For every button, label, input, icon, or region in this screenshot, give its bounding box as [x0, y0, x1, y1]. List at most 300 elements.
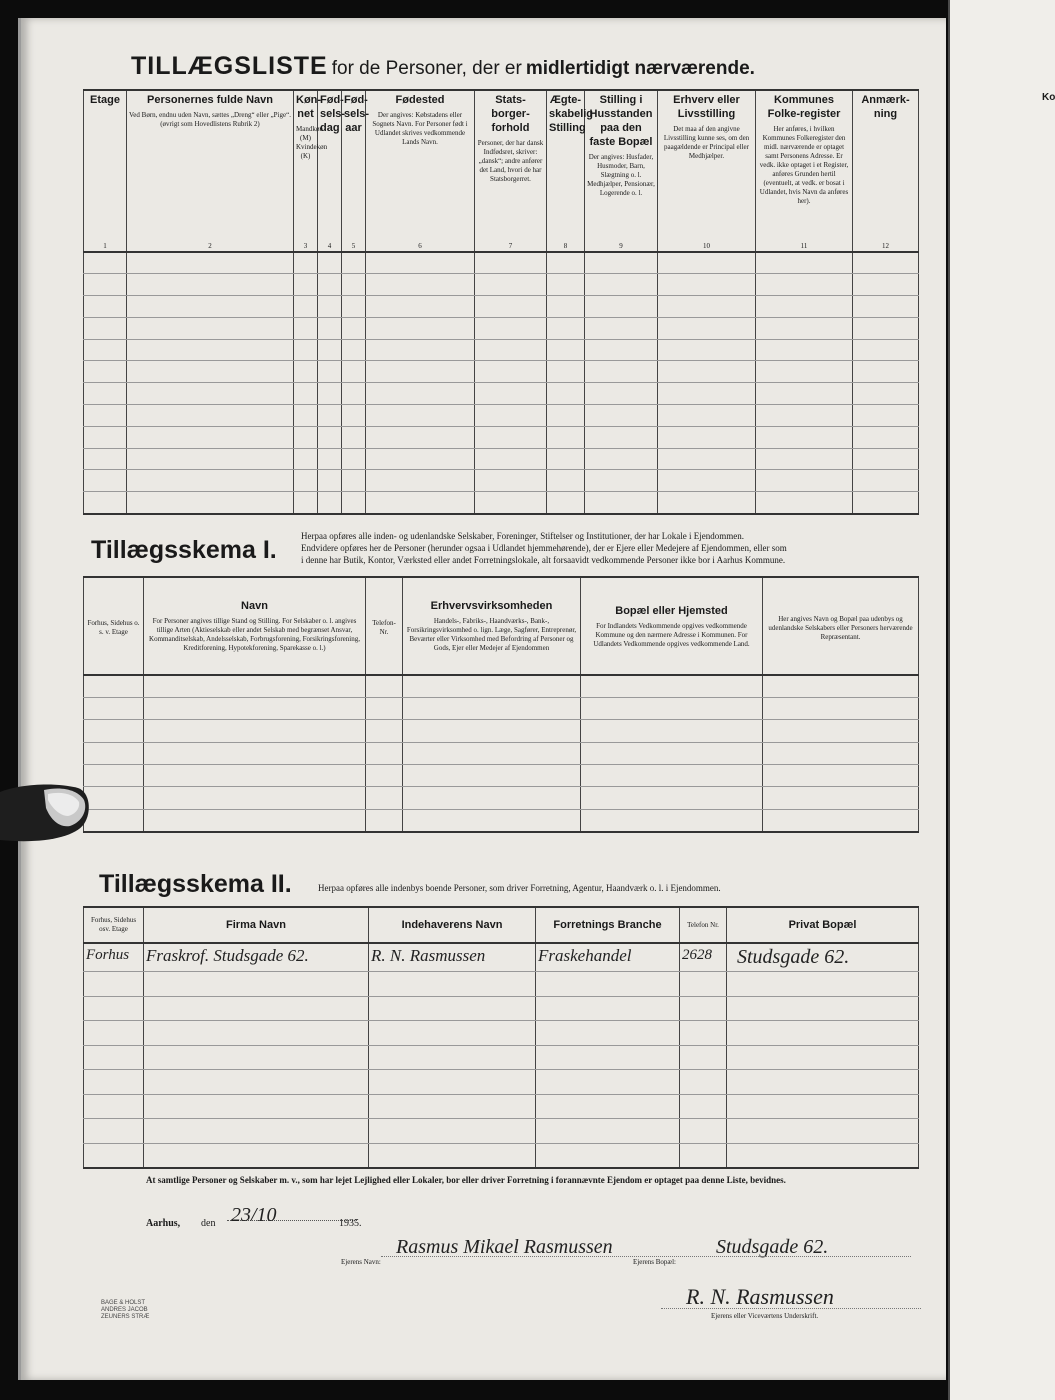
t1-cell[interactable]: [585, 448, 658, 470]
t1-cell[interactable]: [366, 361, 475, 383]
t1-cell[interactable]: [127, 383, 294, 405]
s2-cell[interactable]: [369, 1045, 536, 1070]
t1-cell[interactable]: [84, 296, 127, 318]
t1-cell[interactable]: [475, 317, 547, 339]
t1-cell[interactable]: [294, 296, 318, 318]
t1-cell[interactable]: [294, 339, 318, 361]
t1-header-cell: [318, 90, 346, 252]
s2-cell[interactable]: [84, 1045, 144, 1070]
t1-col-number: 4: [327, 242, 332, 250]
t1-cell[interactable]: [585, 426, 658, 448]
t1-cell[interactable]: [366, 470, 475, 492]
t1-cell[interactable]: [318, 274, 342, 296]
s2-cell[interactable]: [144, 1021, 369, 1046]
s1-cell[interactable]: [84, 787, 144, 809]
s1-cell[interactable]: [144, 720, 366, 742]
t1-cell[interactable]: [84, 448, 127, 470]
t1-cell[interactable]: [366, 274, 475, 296]
s1-header-note: Telefon-Nr.: [372, 619, 396, 636]
s2-cell[interactable]: [84, 1143, 144, 1168]
t1-cell[interactable]: [585, 339, 658, 361]
t1-cell[interactable]: [127, 296, 294, 318]
t1-header-cell: [853, 90, 919, 252]
t1-cell[interactable]: [342, 426, 366, 448]
s2-cell[interactable]: [680, 972, 727, 997]
s1-cell[interactable]: [84, 765, 144, 787]
t1-cell[interactable]: [658, 252, 756, 274]
t1-cell[interactable]: [585, 274, 658, 296]
t1-col-number: 1: [103, 242, 107, 250]
s1-cell[interactable]: [763, 675, 919, 697]
t1-cell[interactable]: [127, 361, 294, 383]
t1-cell[interactable]: [756, 252, 853, 274]
s1-cell[interactable]: [581, 675, 763, 697]
t1-cell[interactable]: [84, 274, 127, 296]
t1-cell[interactable]: [658, 426, 756, 448]
s2-header-label: Privat Bopæl: [788, 919, 857, 931]
t1-cell[interactable]: [318, 492, 342, 514]
t1-cell[interactable]: [853, 252, 919, 274]
t1-cell[interactable]: [853, 361, 919, 383]
t1-cell[interactable]: [658, 274, 756, 296]
s2-cell[interactable]: [680, 1094, 727, 1119]
main-title-word: TILLÆGSLISTE: [131, 52, 328, 80]
s1-cell[interactable]: [403, 720, 581, 742]
s1-row: [84, 809, 919, 831]
t1-cell[interactable]: [318, 361, 342, 383]
t1-cell[interactable]: [294, 448, 318, 470]
t1-cell[interactable]: [318, 317, 342, 339]
tillaegsliste-table: [83, 89, 919, 515]
s1-cell[interactable]: [581, 720, 763, 742]
s2-header-label: Telefon Nr.: [687, 920, 719, 929]
skema1-title: Tillægsskema I.: [91, 536, 277, 564]
s1-row: [84, 787, 919, 809]
s1-cell[interactable]: [366, 720, 403, 742]
t1-cell[interactable]: [84, 339, 127, 361]
s1-cell[interactable]: [403, 697, 581, 719]
s2-cell[interactable]: [536, 972, 680, 997]
t1-cell[interactable]: [585, 405, 658, 427]
s2-cell[interactable]: [727, 1021, 919, 1046]
t1-cell[interactable]: [342, 339, 366, 361]
t1-cell[interactable]: [318, 448, 342, 470]
printer-mark: BAGE & HOLST ANDRES JACOB ZEUNERS STRÆ: [101, 1300, 150, 1320]
year: 1935.: [339, 1218, 362, 1229]
t1-cell[interactable]: [756, 274, 853, 296]
s1-cell[interactable]: [403, 742, 581, 764]
s1-cell[interactable]: [403, 675, 581, 697]
s1-cell[interactable]: [581, 765, 763, 787]
s2-cell[interactable]: [84, 1094, 144, 1119]
t1-cell[interactable]: [84, 426, 127, 448]
t1-cell[interactable]: [342, 383, 366, 405]
t1-cell[interactable]: [366, 296, 475, 318]
t1-cell[interactable]: [342, 405, 366, 427]
s2-cell[interactable]: [727, 972, 919, 997]
t1-cell[interactable]: [658, 361, 756, 383]
s2-cell[interactable]: [369, 996, 536, 1021]
t1-cell[interactable]: [475, 252, 547, 274]
signature-line: [661, 1308, 921, 1309]
t1-cell[interactable]: [318, 339, 342, 361]
main-title-for: for de Personer, der er: [331, 58, 522, 79]
s2-cell[interactable]: [144, 1070, 369, 1095]
s2-cell[interactable]: [680, 996, 727, 1021]
t1-header-note: Ved Børn, endnu uden Navn, sættes „Dreng“ eller „Pige“. (øvrigt som Hovedlistens Rubrik 2): [129, 111, 291, 128]
s1-header-label: Navn: [241, 600, 268, 612]
t1-cell[interactable]: [547, 252, 585, 274]
s2-cell[interactable]: [727, 1119, 919, 1144]
t1-cell[interactable]: [318, 426, 342, 448]
t1-cell[interactable]: [342, 252, 366, 274]
bopael-label: Ejerens Bopæl:: [633, 1258, 676, 1266]
s1-header-cell: [581, 577, 763, 675]
s2-cell[interactable]: [680, 1143, 727, 1168]
t1-cell[interactable]: [127, 317, 294, 339]
t1-cell[interactable]: [547, 296, 585, 318]
t1-header-note: Personer, der har dansk Indfødsret, skriver: „dansk“; andre anfører det Land, hvori de har Statsborgerret.: [477, 139, 544, 183]
s2-cell[interactable]: [84, 972, 144, 997]
t1-cell[interactable]: [342, 492, 366, 514]
t1-cell[interactable]: [127, 492, 294, 514]
t1-cell[interactable]: [658, 492, 756, 514]
s1-cell[interactable]: [84, 742, 144, 764]
t1-cell[interactable]: [366, 426, 475, 448]
t1-cell[interactable]: [366, 339, 475, 361]
s2-cell[interactable]: [536, 996, 680, 1021]
s1-cell[interactable]: [763, 765, 919, 787]
s2-cell[interactable]: [536, 1070, 680, 1095]
s2-cell[interactable]: [84, 1119, 144, 1144]
t1-cell[interactable]: [318, 383, 342, 405]
t1-cell[interactable]: [756, 448, 853, 470]
s2-cell[interactable]: [680, 1070, 727, 1095]
t1-cell[interactable]: [366, 383, 475, 405]
t1-header-label: Kommunes Folke-register: [767, 94, 841, 120]
s2-cell[interactable]: [144, 1045, 369, 1070]
t1-cell[interactable]: [342, 274, 366, 296]
s2-cell[interactable]: [144, 1094, 369, 1119]
t1-cell[interactable]: [756, 426, 853, 448]
s1-cell[interactable]: [144, 809, 366, 831]
s2-cell[interactable]: [680, 1119, 727, 1144]
t1-cell[interactable]: [127, 426, 294, 448]
s2-cell[interactable]: [369, 1119, 536, 1144]
t1-cell[interactable]: [547, 426, 585, 448]
s1-cell[interactable]: [763, 787, 919, 809]
t1-cell[interactable]: [585, 296, 658, 318]
t1-cell[interactable]: [294, 383, 318, 405]
s2-cell[interactable]: [680, 1045, 727, 1070]
t1-cell[interactable]: [853, 426, 919, 448]
s1-cell[interactable]: [144, 697, 366, 719]
s1-header-note: Handels-, Fabriks-, Haandværks-, Bank-, Forsikringsvirksomhed o. lign. Læge, Sagfører, Entreprenør, Beværter eller Virksomhed med Befordring af Personer og Gods, Ejer eller Medejer af Ejendommen: [406, 617, 577, 652]
t1-cell[interactable]: [585, 317, 658, 339]
t1-cell[interactable]: [84, 492, 127, 514]
t1-cell[interactable]: [366, 448, 475, 470]
t1-row: [84, 339, 919, 361]
t1-cell[interactable]: [756, 361, 853, 383]
t1-cell[interactable]: [585, 383, 658, 405]
t1-cell[interactable]: [342, 361, 366, 383]
t1-cell[interactable]: [475, 274, 547, 296]
s2-cell[interactable]: [144, 1119, 369, 1144]
t1-cell[interactable]: [853, 274, 919, 296]
t1-cell[interactable]: [547, 492, 585, 514]
t1-cell[interactable]: [318, 405, 342, 427]
s1-cell[interactable]: [581, 742, 763, 764]
s2-cell[interactable]: [727, 1070, 919, 1095]
s1-cell[interactable]: [581, 809, 763, 831]
t1-header-cell: [342, 90, 370, 252]
t1-cell[interactable]: [127, 470, 294, 492]
t1-cell[interactable]: [475, 361, 547, 383]
s2-cell[interactable]: [727, 1143, 919, 1168]
s2-cell[interactable]: [727, 996, 919, 1021]
t1-cell[interactable]: [294, 252, 318, 274]
t1-cell[interactable]: [853, 470, 919, 492]
t1-header-cell: [294, 90, 328, 252]
s1-cell[interactable]: [84, 809, 144, 831]
s1-header-note: For Indlandets Vedkommende opgives vedkommende Kommune og den nærmere Adresse i Kommunen. For Udlandets Vedkommende opgives vedkommende Land.: [593, 621, 750, 648]
t1-cell[interactable]: [294, 492, 318, 514]
t1-cell[interactable]: [853, 317, 919, 339]
s1-cell[interactable]: [763, 720, 919, 742]
s1-cell[interactable]: [84, 720, 144, 742]
s2-row: [84, 1143, 919, 1168]
t1-cell[interactable]: [318, 296, 342, 318]
t1-cell[interactable]: [756, 492, 853, 514]
t1-cell[interactable]: [547, 317, 585, 339]
t1-cell[interactable]: [547, 405, 585, 427]
t1-cell[interactable]: [756, 317, 853, 339]
s1-cell[interactable]: [403, 765, 581, 787]
s1-cell[interactable]: [366, 675, 403, 697]
s2-cell[interactable]: [369, 1070, 536, 1095]
s1-cell[interactable]: [581, 697, 763, 719]
s1-cell[interactable]: [763, 697, 919, 719]
s1-cell[interactable]: [366, 809, 403, 831]
s2-cell[interactable]: [144, 996, 369, 1021]
s2-header-label: Indehaverens Navn: [401, 919, 503, 931]
t1-cell[interactable]: [342, 296, 366, 318]
s2-cell[interactable]: [369, 1143, 536, 1168]
s2-row: [84, 972, 919, 997]
t1-cell[interactable]: [84, 470, 127, 492]
t1-cell[interactable]: [585, 252, 658, 274]
t1-cell[interactable]: [475, 405, 547, 427]
s2-header-cell: [680, 907, 727, 943]
s1-cell[interactable]: [581, 787, 763, 809]
t1-cell[interactable]: [756, 405, 853, 427]
s1-cell[interactable]: [144, 765, 366, 787]
t1-header-label: Etage: [90, 94, 120, 106]
t1-cell[interactable]: [853, 448, 919, 470]
s1-cell[interactable]: [366, 765, 403, 787]
t1-header-label: Fød-sels-aar: [344, 94, 370, 134]
t1-cell[interactable]: [475, 492, 547, 514]
s2-cell[interactable]: [84, 1070, 144, 1095]
t1-cell[interactable]: [853, 492, 919, 514]
t1-cell[interactable]: [853, 339, 919, 361]
s2-header-cell: [727, 907, 919, 943]
t1-cell[interactable]: [547, 361, 585, 383]
s2-header-cell: [536, 907, 680, 943]
s1-cell[interactable]: [763, 742, 919, 764]
t1-cell[interactable]: [127, 448, 294, 470]
t1-cell[interactable]: [756, 470, 853, 492]
s2-cell[interactable]: [84, 996, 144, 1021]
s1-row: [84, 720, 919, 742]
s2-cell[interactable]: [536, 1021, 680, 1046]
s2-cell[interactable]: [144, 972, 369, 997]
form-page: [18, 18, 946, 1380]
t1-col-number: 6: [418, 242, 422, 250]
t1-cell[interactable]: [658, 383, 756, 405]
s2-header-cell: [84, 907, 144, 943]
t1-cell[interactable]: [658, 317, 756, 339]
t1-cell[interactable]: [475, 383, 547, 405]
s1-row: [84, 697, 919, 719]
t1-cell[interactable]: [84, 361, 127, 383]
s2-cell[interactable]: [144, 1143, 369, 1168]
t1-cell[interactable]: [294, 274, 318, 296]
s1-header-cell: [366, 577, 403, 675]
t1-cell[interactable]: [127, 339, 294, 361]
s1-cell[interactable]: [763, 809, 919, 831]
t1-cell[interactable]: [475, 470, 547, 492]
s2-cell[interactable]: [369, 972, 536, 997]
t1-cell[interactable]: [342, 448, 366, 470]
s1-cell[interactable]: [144, 742, 366, 764]
t1-header-label: Stilling i Husstanden paa den faste Bopæl: [589, 94, 653, 148]
s2-cell[interactable]: [369, 1094, 536, 1119]
t1-cell[interactable]: [294, 361, 318, 383]
s2-cell[interactable]: [727, 1094, 919, 1119]
s2-header-label: Forretnings Branche: [553, 919, 662, 931]
s2-row: [84, 1045, 919, 1070]
s1-cell[interactable]: [366, 697, 403, 719]
t1-cell[interactable]: [658, 296, 756, 318]
t1-cell[interactable]: [475, 448, 547, 470]
t1-header-note: Det maa af den angivne Livsstilling kunne ses, om den paagældende er Principal eller Medhjælper.: [663, 125, 750, 160]
t1-cell[interactable]: [547, 448, 585, 470]
t1-cell[interactable]: [475, 296, 547, 318]
t1-col-number: 10: [703, 242, 710, 250]
t1-row: [84, 383, 919, 405]
t1-cell[interactable]: [294, 405, 318, 427]
s1-cell[interactable]: [144, 675, 366, 697]
t1-cell[interactable]: [294, 317, 318, 339]
t1-cell[interactable]: [756, 339, 853, 361]
s2-row: [84, 996, 919, 1021]
skema2-filled-row: [84, 943, 919, 972]
s1-cell[interactable]: [366, 787, 403, 809]
t1-cell[interactable]: [547, 274, 585, 296]
t1-cell[interactable]: [475, 339, 547, 361]
t1-cell[interactable]: [84, 383, 127, 405]
t1-cell[interactable]: [853, 296, 919, 318]
s1-header-note: Her angives Navn og Bopæl paa udenbys og udenlandske Selskabers eller Personers herværende Repræsentant.: [768, 614, 913, 641]
s2-cell[interactable]: [536, 1045, 680, 1070]
t1-cell[interactable]: [547, 470, 585, 492]
t1-cell[interactable]: [658, 339, 756, 361]
t1-cell[interactable]: [853, 405, 919, 427]
t1-header-cell: [475, 90, 547, 252]
t1-cell[interactable]: [84, 252, 127, 274]
s1-cell[interactable]: [403, 809, 581, 831]
t1-cell[interactable]: [853, 383, 919, 405]
s1-cell[interactable]: [366, 742, 403, 764]
s1-cell[interactable]: [84, 675, 144, 697]
s2-cell[interactable]: [536, 1119, 680, 1144]
t1-cell[interactable]: [366, 405, 475, 427]
row-firma: Fraskrof. Studsgade 62.: [146, 946, 309, 965]
owner-name: Rasmus Mikael Rasmussen: [396, 1236, 613, 1258]
t1-cell[interactable]: [585, 361, 658, 383]
date-value: 23/10: [231, 1204, 277, 1226]
t1-cell[interactable]: [756, 296, 853, 318]
t1-cell[interactable]: [342, 470, 366, 492]
t1-cell[interactable]: [658, 470, 756, 492]
s1-cell[interactable]: [144, 787, 366, 809]
t1-cell[interactable]: [756, 383, 853, 405]
t1-cell[interactable]: [342, 317, 366, 339]
t1-header-label: Fødested: [395, 94, 445, 106]
s1-header-cell: [84, 577, 144, 675]
t1-cell[interactable]: [294, 470, 318, 492]
t1-header-label: Stats-borger-forhold: [491, 94, 530, 134]
t1-cell[interactable]: [547, 339, 585, 361]
t1-cell[interactable]: [658, 448, 756, 470]
t1-cell[interactable]: [475, 426, 547, 448]
s2-cell[interactable]: [536, 1143, 680, 1168]
t1-cell[interactable]: [366, 492, 475, 514]
s2-cell[interactable]: [369, 1021, 536, 1046]
t1-cell[interactable]: [318, 252, 342, 274]
s2-cell[interactable]: [84, 1021, 144, 1046]
t1-row: [84, 405, 919, 427]
s2-cell[interactable]: [680, 1021, 727, 1046]
s2-header-cell: [144, 907, 369, 943]
t1-cell[interactable]: [318, 470, 342, 492]
t1-col-number: 7: [508, 242, 513, 250]
t1-cell[interactable]: [84, 405, 127, 427]
s1-row: [84, 765, 919, 787]
t1-row: [84, 252, 919, 274]
t1-header-cell: [366, 90, 475, 252]
s2-cell[interactable]: [727, 1045, 919, 1070]
s2-cell[interactable]: [536, 1094, 680, 1119]
t1-cell[interactable]: [366, 252, 475, 274]
t1-cell[interactable]: [585, 470, 658, 492]
t1-cell[interactable]: [547, 383, 585, 405]
t1-cell[interactable]: [84, 317, 127, 339]
t1-cell[interactable]: [366, 317, 475, 339]
row-telefon: 2628: [682, 947, 712, 963]
t1-cell[interactable]: [658, 405, 756, 427]
t1-cell[interactable]: [585, 492, 658, 514]
t1-cell[interactable]: [127, 405, 294, 427]
s1-cell[interactable]: [403, 787, 581, 809]
t1-header-label: Erhverv eller Livsstilling: [673, 94, 740, 120]
s1-cell[interactable]: [84, 697, 144, 719]
t1-cell[interactable]: [127, 252, 294, 274]
s2-row: [84, 1119, 919, 1144]
t1-cell[interactable]: [127, 274, 294, 296]
t1-cell[interactable]: [294, 426, 318, 448]
